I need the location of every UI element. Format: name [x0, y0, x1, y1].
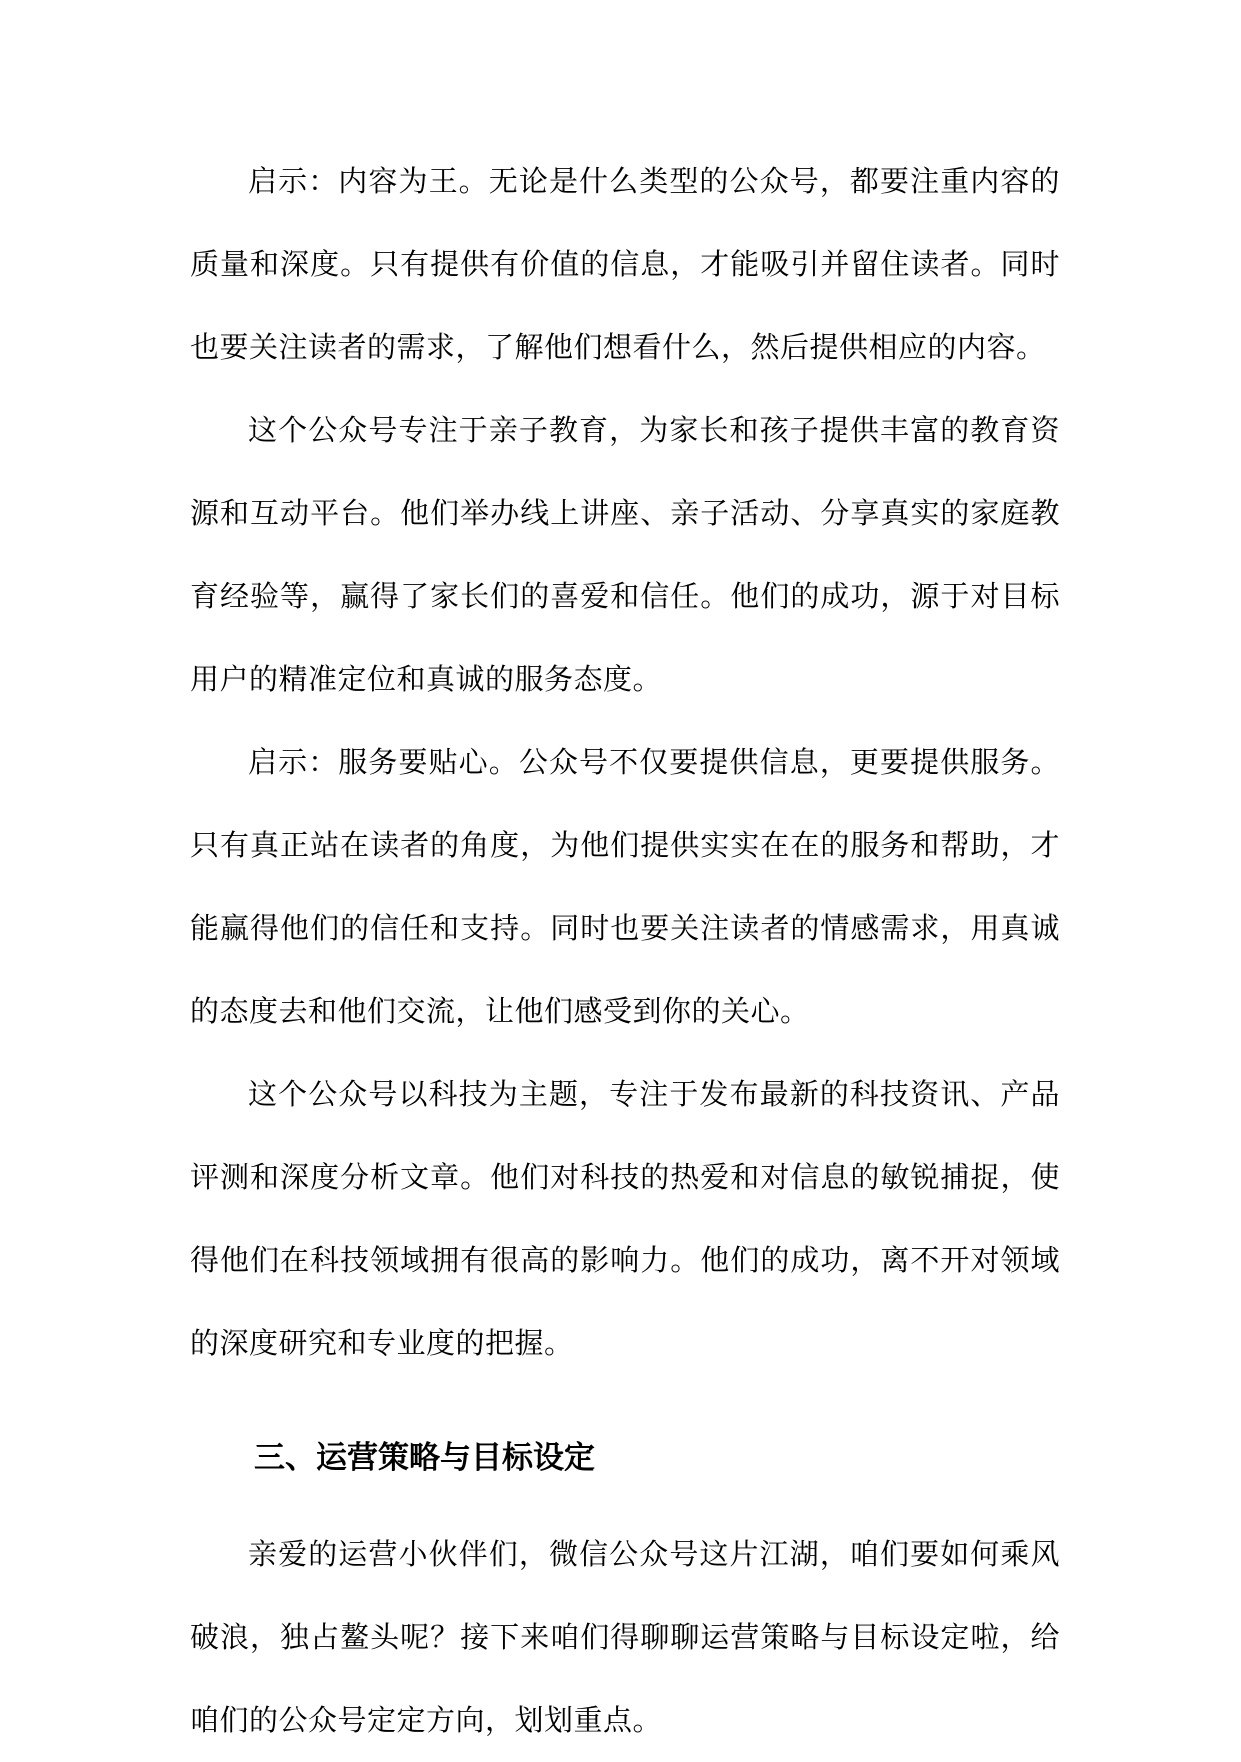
- paragraph-content-insight: 启示：内容为王。无论是什么类型的公众号，都要注重内容的质量和深度。只有提供有价值的信息，才能吸引并留住读者。同时也要关注读者的需求，了解他们想看什么，然后提供相应的内容。: [190, 164, 1060, 364]
- paragraph-tech-account: 这个公众号以科技为主题，专注于发布最新的科技资讯、产品评测和深度分析文章。他们对科技的热爱和对信息的敏锐捕捉，使得他们在科技领域拥有很高的影响力。他们的成功，离不开对领域的深度研究和专业度的把握。: [190, 1077, 1060, 1360]
- section-heading: 三、运营策略与目标设定: [254, 1440, 595, 1476]
- paragraph-parenting-account: 这个公众号专注于亲子教育，为家长和孩子提供丰富的教育资源和互动平台。他们举办线上讲座、亲子活动、分享真实的家庭教育经验等，赢得了家长们的喜爱和信任。他们的成功，源于对目标用户的精准定位和真诚的服务态度。: [190, 413, 1060, 696]
- paragraph-service-insight: 启示：服务要贴心。公众号不仅要提供信息，更要提供服务。只有真正站在读者的角度，为他们提供实实在在的服务和帮助，才能赢得他们的信任和支持。同时也要关注读者的情感需求，用真诚的态度去和他们交流，让他们感受到你的关心。: [190, 745, 1060, 1028]
- document-body: [190, 140, 1060, 1762]
- paragraph-strategy-intro: 亲爱的运营小伙伴们，微信公众号这片江湖，咱们要如何乘风破浪，独占鳌头呢？接下来咱们得聊聊运营策略与目标设定啦，给咱们的公众号定定方向，划划重点。: [190, 1537, 1060, 1737]
